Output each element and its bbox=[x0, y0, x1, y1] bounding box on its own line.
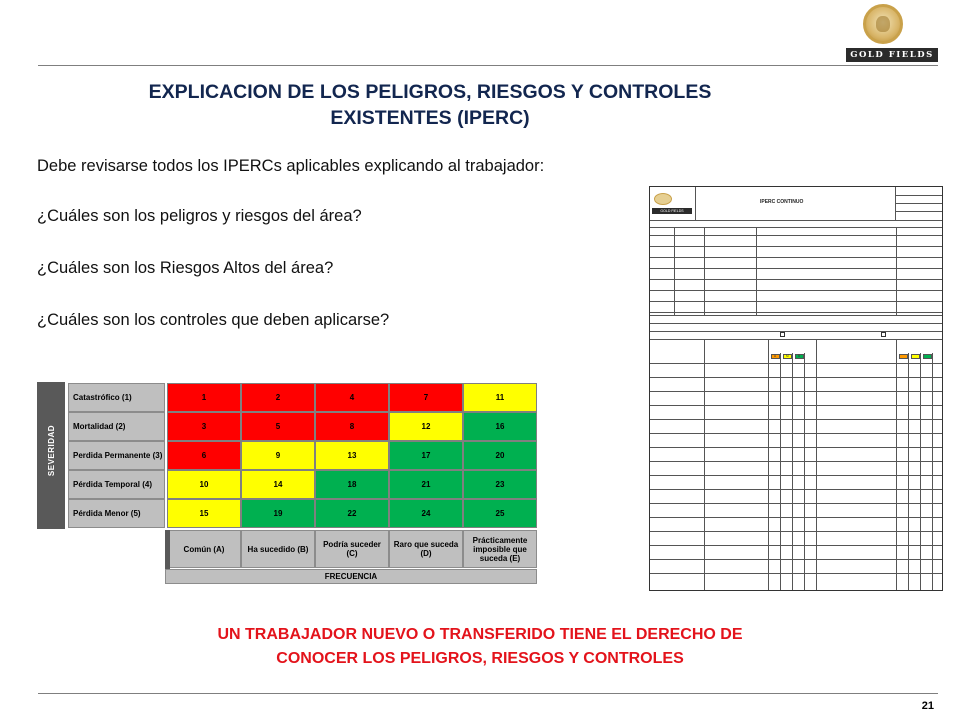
form-row-line bbox=[650, 503, 942, 504]
form-row-line bbox=[650, 312, 942, 313]
form-rating-label: B bbox=[798, 354, 801, 358]
risk-cell: 23 bbox=[463, 470, 537, 499]
form-row-line bbox=[650, 461, 942, 462]
form-row-line bbox=[650, 489, 942, 490]
risk-cell: 4 bbox=[315, 383, 389, 412]
footer-line-1: UN TRABAJADOR NUEVO O TRANSFERIDO TIENE EL DERECHO DE bbox=[217, 626, 743, 643]
top-divider bbox=[38, 65, 938, 66]
severity-axis bbox=[37, 382, 65, 529]
gold-fields-logo bbox=[846, 4, 938, 62]
risk-cell: 3 bbox=[167, 412, 241, 441]
logo-wordmark: GOLD FIELDS bbox=[846, 48, 938, 62]
risk-cell: 16 bbox=[463, 412, 537, 441]
risk-cell: 7 bbox=[389, 383, 463, 412]
footer-line-2: CONOCER LOS PELIGROS, RIESGOS Y CONTROLES bbox=[276, 650, 684, 667]
risk-cell: 8 bbox=[315, 412, 389, 441]
form-row-line bbox=[650, 447, 942, 448]
page-number: 21 bbox=[921, 700, 934, 712]
form-rating-label: A bbox=[774, 354, 777, 358]
title-line-1: EXPLICACION DE LOS PELIGROS, RIESGOS Y CONTROLES bbox=[148, 81, 712, 103]
form-title: IPERC CONTINUO bbox=[760, 199, 804, 205]
question-3: ¿Cuáles son los controles que deben aplicarse? bbox=[37, 311, 390, 329]
risk-cell: 12 bbox=[389, 412, 463, 441]
form-info-line bbox=[650, 323, 942, 324]
risk-cell: 15 bbox=[167, 499, 241, 528]
risk-cell: 19 bbox=[241, 499, 315, 528]
form-row-line bbox=[650, 257, 942, 258]
form-row-line bbox=[650, 531, 942, 532]
lion-medal-icon bbox=[863, 4, 903, 44]
form-row-line bbox=[650, 279, 942, 280]
risk-cell: 1 bbox=[167, 383, 241, 412]
form-row-line bbox=[650, 405, 942, 406]
form-row-line bbox=[650, 391, 942, 392]
form-header-field bbox=[895, 195, 942, 196]
iperc-form-thumbnail bbox=[649, 186, 943, 591]
risk-cell: 20 bbox=[463, 441, 537, 470]
risk-cell: 11 bbox=[463, 383, 537, 412]
risk-cell: 25 bbox=[463, 499, 537, 528]
form-row-line bbox=[650, 290, 942, 291]
severity-row-label: Pérdida Temporal (4) bbox=[68, 470, 165, 499]
frequency-column-header: Ha sucedido (B) bbox=[241, 530, 315, 568]
form-row-line bbox=[650, 475, 942, 476]
form-row-line bbox=[650, 419, 942, 420]
form-checkbox bbox=[780, 332, 785, 337]
form-row-line bbox=[650, 433, 942, 434]
form-checkbox bbox=[881, 332, 886, 337]
question-2: ¿Cuáles son los Riesgos Altos del área? bbox=[37, 259, 334, 277]
form-col-line bbox=[920, 353, 921, 590]
severity-row-label: Pérdida Menor (5) bbox=[68, 499, 165, 528]
severity-row-label: Perdida Permanente (3) bbox=[68, 441, 165, 470]
form-info-line bbox=[650, 331, 942, 332]
form-row-line bbox=[650, 545, 942, 546]
risk-cell: 6 bbox=[167, 441, 241, 470]
form-header-divider bbox=[695, 187, 696, 220]
question-1: ¿Cuáles son los peligros y riesgos del área? bbox=[37, 207, 362, 225]
risk-cell: 22 bbox=[315, 499, 389, 528]
frequency-column-header: Raro que suceda (D) bbox=[389, 530, 463, 568]
risk-cell: 10 bbox=[167, 470, 241, 499]
severity-row-label: Catastrófico (1) bbox=[68, 383, 165, 412]
form-row-line bbox=[650, 246, 942, 247]
risk-cell: 13 bbox=[315, 441, 389, 470]
form-rating-chip bbox=[899, 354, 908, 359]
form-logo-icon bbox=[654, 193, 672, 205]
footer-message bbox=[100, 623, 860, 671]
form-info-line bbox=[650, 315, 942, 316]
form-logo-wordmark: GOLD FIELDS bbox=[652, 208, 692, 214]
form-row-line bbox=[650, 301, 942, 302]
risk-cell: 14 bbox=[241, 470, 315, 499]
frequency-column-header: Podría suceder (C) bbox=[315, 530, 389, 568]
form-info-line bbox=[650, 339, 942, 340]
form-row-line bbox=[650, 363, 942, 364]
risk-cell: 2 bbox=[241, 383, 315, 412]
form-row-line bbox=[650, 227, 942, 228]
bottom-divider bbox=[38, 693, 938, 694]
form-col-line bbox=[908, 353, 909, 590]
form-header-rule bbox=[650, 220, 942, 221]
form-rating-label: M bbox=[786, 354, 789, 358]
slide-title bbox=[60, 79, 800, 131]
risk-cell: 9 bbox=[241, 441, 315, 470]
form-row-line bbox=[650, 517, 942, 518]
form-col-line bbox=[792, 353, 793, 590]
form-row-line bbox=[650, 268, 942, 269]
risk-matrix bbox=[37, 382, 537, 585]
form-col-line bbox=[780, 353, 781, 590]
form-row-line bbox=[650, 573, 942, 574]
form-row-line bbox=[650, 377, 942, 378]
form-header-field bbox=[895, 203, 942, 204]
title-line-2: EXISTENTES (IPERC) bbox=[330, 107, 530, 129]
form-rating-chip bbox=[923, 354, 932, 359]
frequency-column-header: Común (A) bbox=[167, 530, 241, 568]
risk-cell: 24 bbox=[389, 499, 463, 528]
severity-label: SEVERIDAD bbox=[47, 424, 56, 477]
form-col-line bbox=[804, 353, 805, 590]
form-row-line bbox=[650, 235, 942, 236]
risk-cell: 21 bbox=[389, 470, 463, 499]
risk-cell: 5 bbox=[241, 412, 315, 441]
form-col-line bbox=[932, 353, 933, 590]
frequency-column-header: Prácticamente imposible que suceda (E) bbox=[463, 530, 537, 568]
form-row-line bbox=[650, 559, 942, 560]
risk-cell: 17 bbox=[389, 441, 463, 470]
form-header-field bbox=[895, 211, 942, 212]
severity-row-label: Mortalidad (2) bbox=[68, 412, 165, 441]
risk-cell: 18 bbox=[315, 470, 389, 499]
intro-text: Debe revisarse todos los IPERCs aplicables explicando al trabajador: bbox=[37, 157, 545, 175]
frequency-label: FRECUENCIA bbox=[165, 569, 537, 584]
form-rating-chip bbox=[911, 354, 920, 359]
